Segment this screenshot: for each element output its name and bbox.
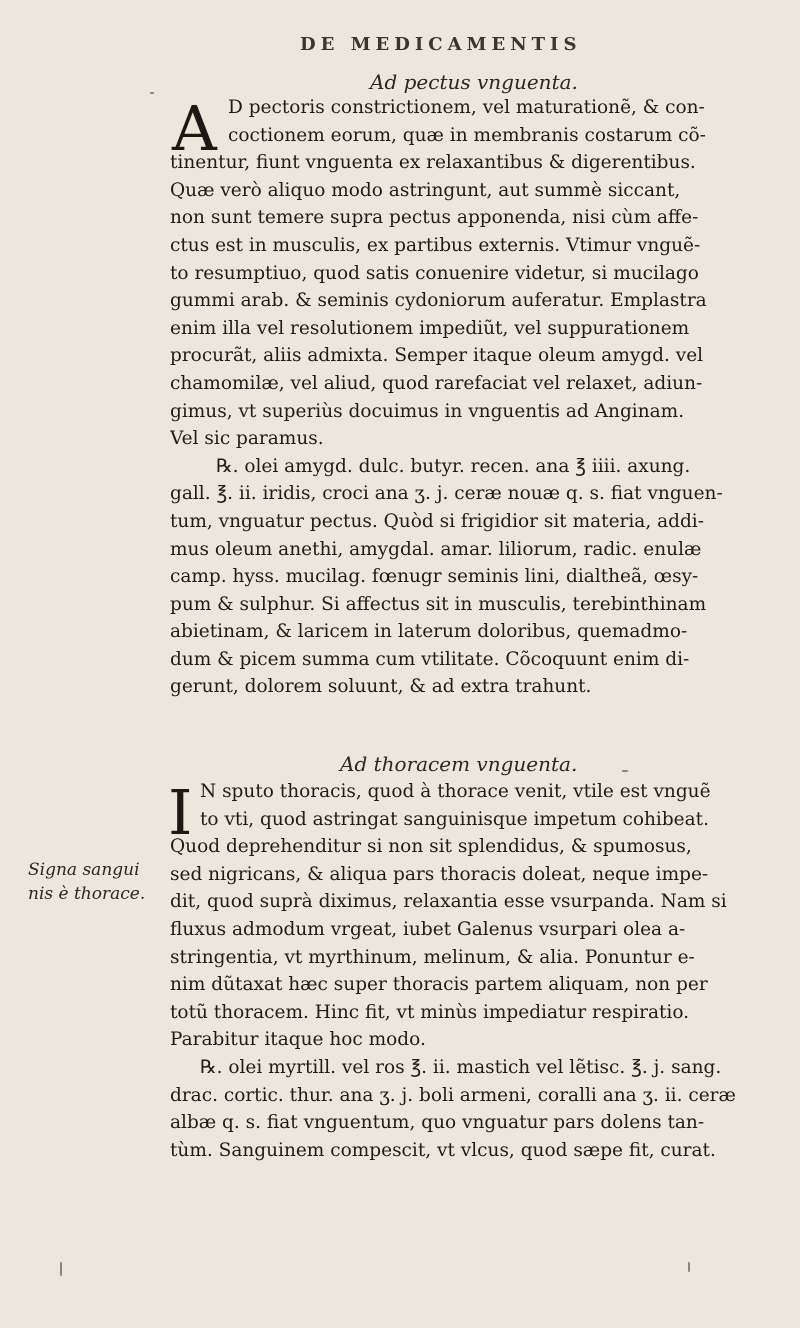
text-line: abietinam, & laricem in laterum doloribus, quemadmo- [170,621,688,643]
text-line: to vti, quod astringat sanguinisque impetum cohibeat. [200,808,709,830]
section-title-thoracem: Ad thoracem vnguenta. [340,752,578,776]
margin-note-line: Signa sangui [28,860,140,880]
margin-note [28,858,178,906]
section-title-pectus: Ad pectus vnguenta. [370,70,578,94]
text-line: Vel sic paramus. [170,428,324,450]
text-line: gimus, vt superiùs docuimus in vnguentis ad Anginam. [170,400,685,422]
text-line: ctus est in musculis, ex partibus externis. Vtimur vnguẽ- [170,234,701,256]
drop-cap-a: A [172,92,217,165]
text-line: D pectoris constrictionem, vel maturationẽ, & con- [228,97,705,118]
text-line: non sunt temere supra pectus apponenda, nisi cùm affe- [170,207,699,229]
ink-speck [60,1262,62,1276]
running-head: DE MEDICAMENTIS [300,34,582,55]
ink-speck [150,92,154,94]
text-line: gall. ℥. ii. iridis, croci ana ʒ. j. ceræ nouæ q. s. fiat vnguen- [170,483,723,505]
text-line: procurãt, aliis admixta. Semper itaque oleum amygd. vel [170,345,704,367]
text-line: Quæ verò aliquo modo astringunt, aut summè siccant, [170,179,681,201]
ink-speck [622,770,628,772]
text-line: gerunt, dolorem soluunt, & ad extra trahunt. [170,676,592,698]
text-line: tùm. Sanguinem compescit, vt vlcus, quod sæpe fit, curat. [170,1139,716,1161]
text-line: sed nigricans, & aliqua pars thoracis doleat, neque impe- [170,863,709,885]
recipe-line: ℞. olei myrtill. vel ros ℥. ii. mastich vel lẽtisc. ℥. j. sang. [200,1056,722,1078]
text-line: fluxus admodum vrgeat, iubet Galenus vsurpari olea a- [170,918,686,940]
text-line: tinentur, fiunt vnguenta ex relaxantibus & digerentibus. [170,152,696,174]
text-line: albæ q. s. fiat vnguentum, quo vnguatur pars dolens tan- [170,1112,705,1134]
text-line: pum & sulphur. Si affectus sit in musculis, terebinthinam [170,593,707,615]
text-line: mus oleum anethi, amygdal. amar. liliorum, radic. enulæ [170,538,702,560]
text-line: coctionem eorum, quæ in membranis costarum cõ- [228,124,706,146]
text-line: totũ thoracem. Hinc fit, vt minùs impediatur respiratio. [170,1001,690,1023]
text-line: dit, quod suprà diximus, relaxantia esse vsurpanda. Nam si [170,891,727,913]
text-line: Quod deprehenditur si non sit splendidus, & spumosus, [170,836,692,858]
text-line: nim dũtaxat hæc super thoracis partem aliquam, non per [170,974,708,996]
ink-speck [688,1262,690,1272]
text-line: to resumptiuo, quod satis conuenire videtur, si mucilago [170,262,699,284]
text-line: chamomilæ, vel aliud, quod rarefaciat vel relaxet, adiun- [170,372,703,394]
text-line: stringentia, vt myrthinum, melinum, & alia. Ponuntur e- [170,946,695,968]
text-line: tum, vnguatur pectus. Quòd si frigidior sit materia, addi- [170,510,704,532]
text-block-pectus [170,94,778,701]
text-line: gummi arab. & seminis cydoniorum auferatur. Emplastra [170,290,707,312]
text-line: enim illa vel resolutionem impediũt, vel suppurationem [170,317,690,339]
recipe-line: ℞. olei amygd. dulc. butyr. recen. ana ℥ iiii. axung. [216,455,691,477]
margin-note-line: nis è thorace. [28,884,146,904]
drop-cap-i: I [168,776,193,849]
text-line: drac. cortic. thur. ana ʒ. j. boli armeni, coralli ana ʒ. ii. ceræ [170,1084,736,1106]
text-line: Parabitur itaque hoc modo. [170,1029,426,1051]
text-block-thoracem [170,778,778,1164]
text-line: camp. hyss. mucilag. fœnugr seminis lini, dialtheã, œsy- [170,566,699,588]
text-line: dum & picem summa cum vtilitate. Cõcoquunt enim di- [170,648,690,670]
text-line: N sputo thoracis, quod à thorace venit, vtile est vnguẽ [200,781,711,802]
